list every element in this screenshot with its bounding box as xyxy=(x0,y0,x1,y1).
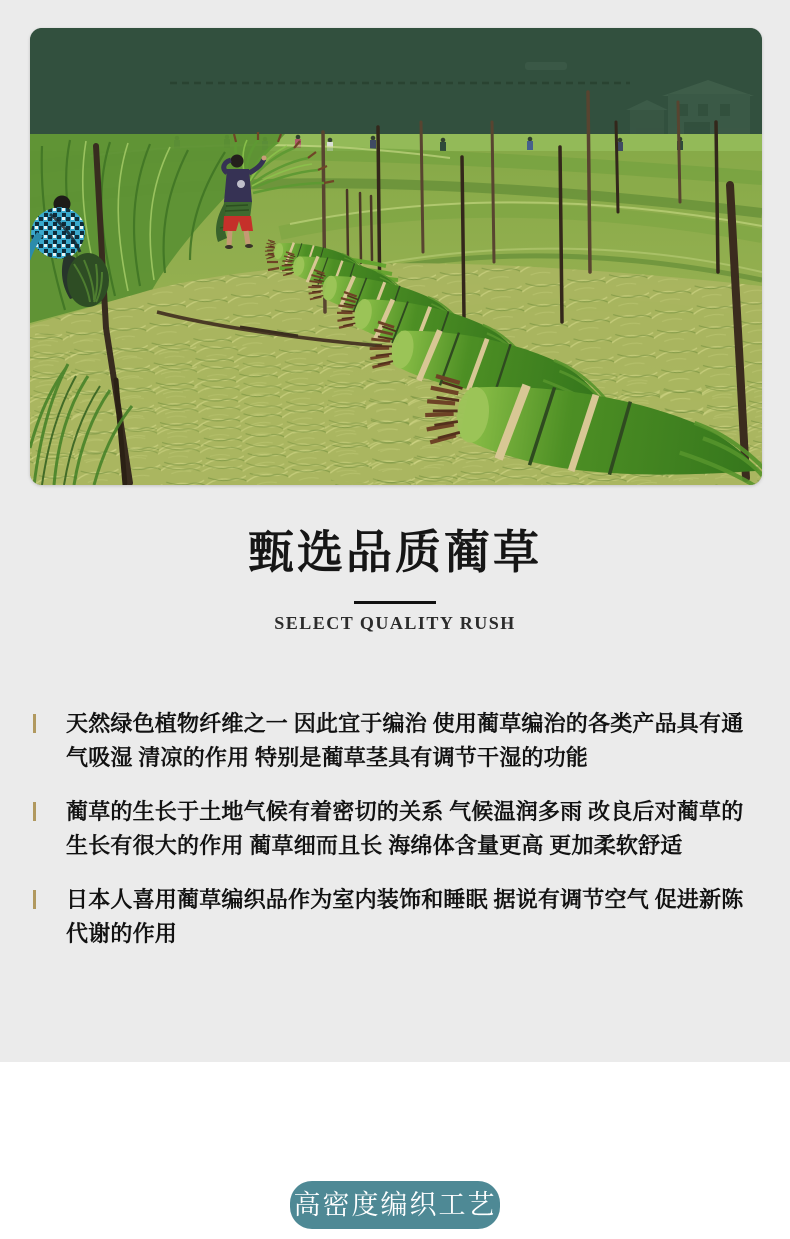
gold-marker xyxy=(33,714,36,733)
title-block xyxy=(0,527,790,634)
gold-marker xyxy=(33,802,36,821)
rush-field-photo xyxy=(30,28,762,485)
paragraph-growth-climate xyxy=(30,795,762,863)
hero-photo-card xyxy=(30,28,762,485)
page-subtitle: SELECT QUALITY RUSH xyxy=(274,613,516,633)
paragraph-japanese-use xyxy=(30,883,762,951)
bottom-section xyxy=(0,1062,790,1239)
gold-marker xyxy=(33,890,36,909)
title-divider xyxy=(354,601,436,604)
description-paragraphs xyxy=(30,707,762,971)
page-title: 甄选品质蔺草 xyxy=(248,527,542,578)
paragraph-text: 日本人喜用蔺草编织品作为室内装饰和睡眠 据说有调节空气 促进新陈代谢的作用 xyxy=(66,887,744,946)
paragraph-fiber-benefits xyxy=(30,707,762,775)
paragraph-text: 蔺草的生长于土地气候有着密切的关系 气候温润多雨 改良后对蔺草的生长有很大的作用 蔺草细而且长 海绵体含量更高 更加柔软舒适 xyxy=(66,799,744,858)
craft-badge: 高密度编织工艺 xyxy=(290,1181,500,1229)
paragraph-text: 天然绿色植物纤维之一 因此宜于编治 使用蔺草编治的各类产品具有通气吸湿 清凉的作用 特别是蔺草茎具有调节干湿的功能 xyxy=(66,711,744,770)
